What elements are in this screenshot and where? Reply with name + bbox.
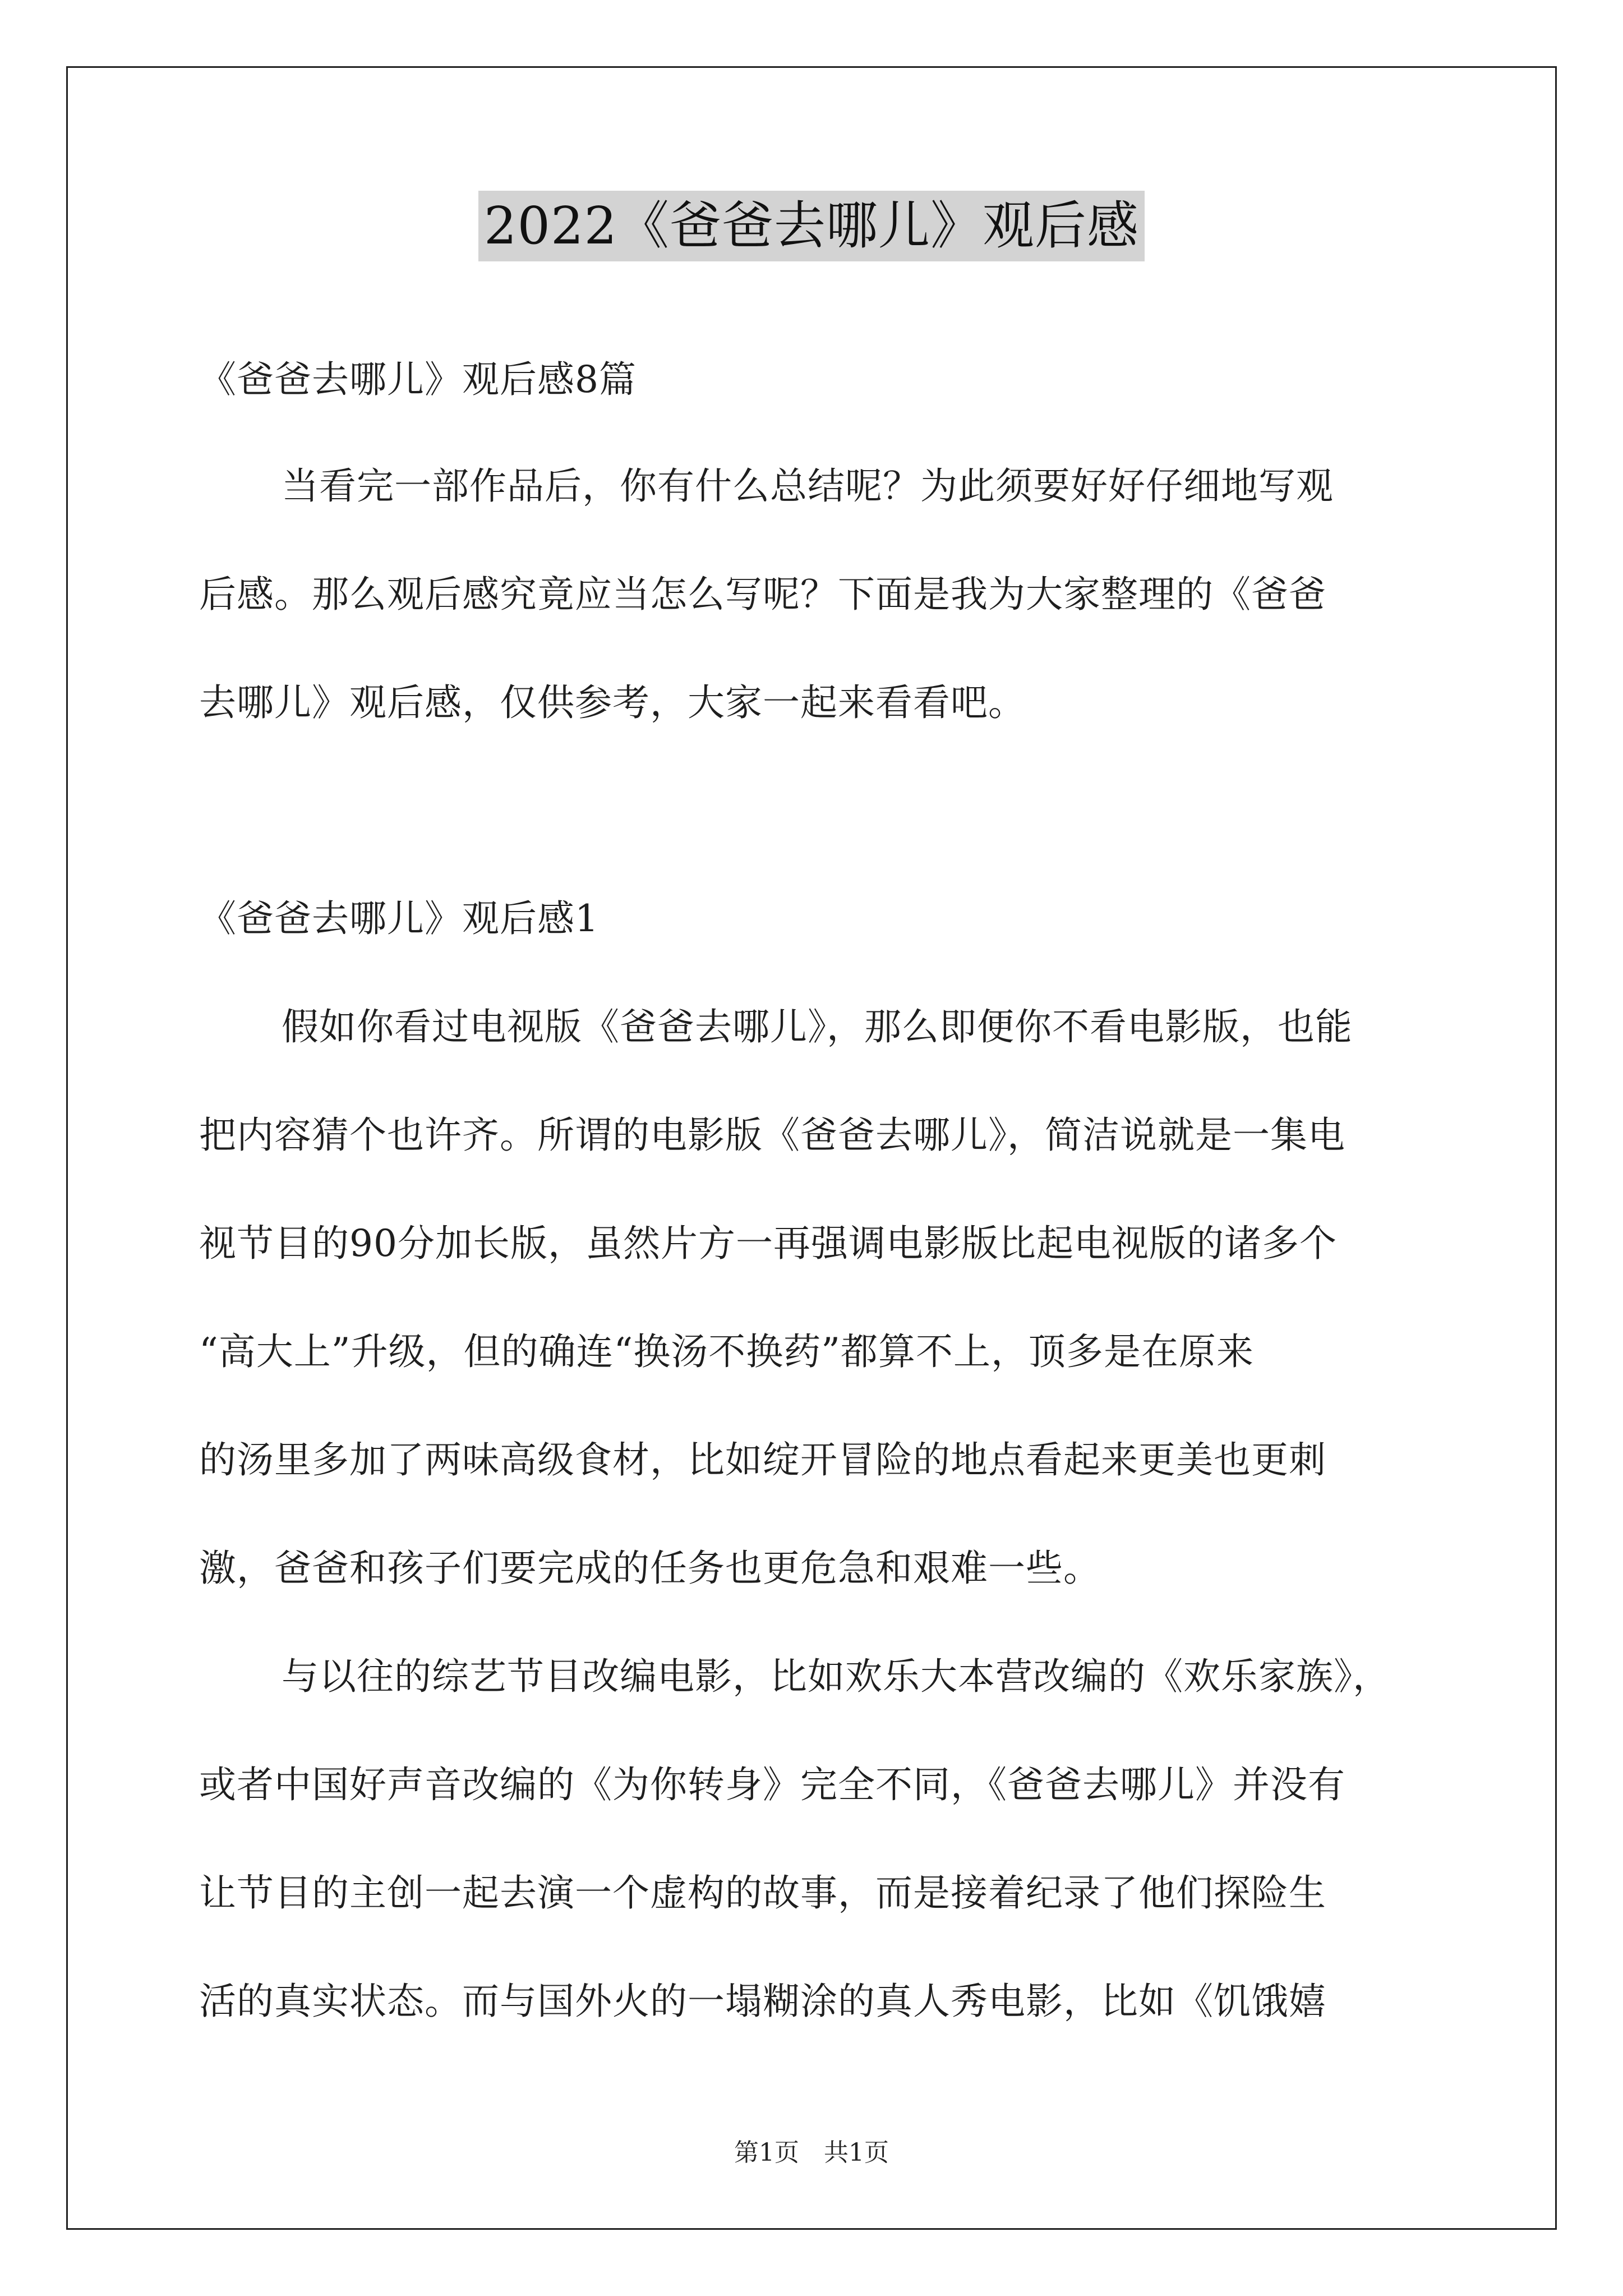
document-title: 2022《爸爸去哪儿》观后感 <box>478 191 1145 261</box>
paragraph-line: 让节目的主创一起去演一个虚构的故事，而是接着纪录了他们探险生 <box>199 1871 1326 1915</box>
subtitle: 《爸爸去哪儿》观后感8篇 <box>199 358 637 401</box>
paragraph-line: “高大上”升级，但的确连“换汤不换药”都算不上，顶多是在原来 <box>199 1330 1254 1373</box>
paragraph-line: 假如你看过电视版《爸爸去哪儿》，那么即便你不看电影版，也能 <box>282 1005 1353 1048</box>
paragraph-line: 把内容猜个也许齐。所谓的电影版《爸爸去哪儿》，简洁说就是一集电 <box>199 1114 1345 1157</box>
section-heading: 《爸爸去哪儿》观后感1 <box>199 897 599 940</box>
title-container <box>0 191 1623 261</box>
paragraph-line: 与以往的综艺节目改编电影，比如欢乐大本营改编的《欢乐家族》， <box>282 1655 1390 1698</box>
paragraph-line: 的汤里多加了两味高级食材，比如绽开冒险的地点看起来更美也更刺 <box>199 1438 1326 1481</box>
intro-line: 当看完一部作品后，你有什么总结呢？为此须要好好仔细地写观 <box>282 464 1334 508</box>
paragraph-line: 或者中国好声音改编的《为你转身》完全不同，《爸爸去哪儿》并没有 <box>199 1763 1345 1806</box>
paragraph-line: 视节目的90分加长版，虽然片方一再强调电影版比起电视版的诸多个 <box>199 1222 1337 1265</box>
intro-line: 后感。那么观后感究竟应当怎么写呢？下面是我为大家整理的《爸爸 <box>199 573 1326 616</box>
page-number-footer: 第1页 共1页 <box>734 2138 889 2167</box>
paragraph-line: 活的真实状态。而与国外火的一塌糊涂的真人秀电影，比如《饥饿嬉 <box>199 1980 1326 2023</box>
intro-line: 去哪儿》观后感，仅供参考，大家一起来看看吧。 <box>199 681 1026 724</box>
paragraph-line: 激，爸爸和孩子们要完成的任务也更危急和艰难一些。 <box>199 1547 1101 1590</box>
